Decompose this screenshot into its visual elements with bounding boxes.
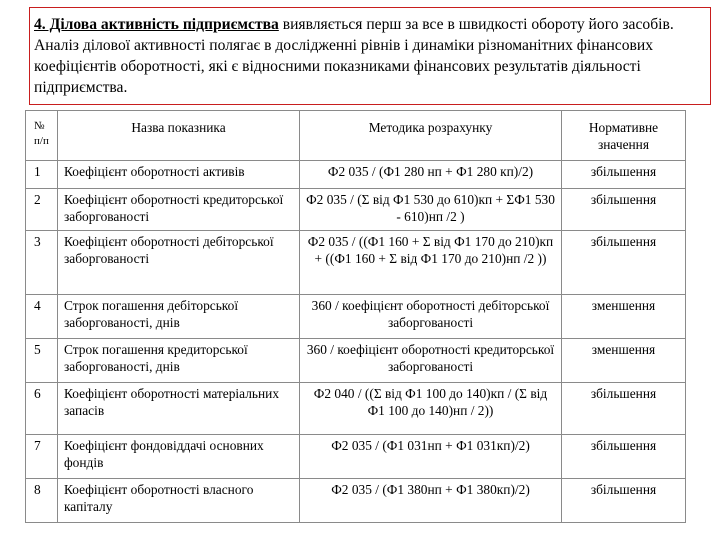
row-num: 7 <box>26 435 58 479</box>
intro-text: виявляється перш за все в швидкості обороту його засобів. Аналіз ділової активності полягає в дослідженні рівнів і динаміки різноманітних фінансових коефіцієнтів оборотності, які є відносними показниками фінансових результатів діяльності підприємства. <box>34 16 674 96</box>
row-norm: зменшення <box>562 339 686 383</box>
row-method: 360 / коефіцієнт оборотності дебіторської заборгованості <box>300 295 562 339</box>
row-method: Ф2 035 / (Ф1 380нп + Ф1 380кп)/2) <box>300 479 562 523</box>
header-num: № п/п <box>26 111 58 161</box>
row-name: Строк погашення дебіторської заборгованості, днів <box>58 295 300 339</box>
row-method: Ф2 035 / ((Ф1 160 + Σ від Ф1 170 до 210)кп + ((Ф1 160 + Σ від Ф1 170 до 210)нп /2 )) <box>300 231 562 295</box>
table-row <box>26 339 686 383</box>
row-norm: збільшення <box>562 383 686 435</box>
indicators-table <box>25 110 686 523</box>
table-header-row <box>26 111 686 161</box>
table-row <box>26 435 686 479</box>
row-num: 4 <box>26 295 58 339</box>
row-num: 5 <box>26 339 58 383</box>
row-norm: збільшення <box>562 231 686 295</box>
header-name: Назва показника <box>58 111 300 161</box>
row-method: Ф2 035 / (Ф1 280 нп + Ф1 280 кп)/2) <box>300 161 562 189</box>
header-method: Методика розрахунку <box>300 111 562 161</box>
intro-textbox <box>29 7 711 105</box>
table-row <box>26 161 686 189</box>
row-norm: зменшення <box>562 295 686 339</box>
row-norm: збільшення <box>562 435 686 479</box>
table-row <box>26 295 686 339</box>
row-name: Коефіцієнт оборотності дебіторської заборгованості <box>58 231 300 295</box>
row-method: 360 / коефіцієнт оборотності кредиторської заборгованості <box>300 339 562 383</box>
row-name: Коефіцієнт оборотності активів <box>58 161 300 189</box>
row-name: Коефіцієнт оборотності власного капіталу <box>58 479 300 523</box>
row-num: 2 <box>26 189 58 231</box>
row-method: Ф2 035 / (Σ від Ф1 530 до 610)кп + ΣФ1 530 - 610)нп /2 ) <box>300 189 562 231</box>
row-name: Коефіцієнт оборотності матеріальних запасів <box>58 383 300 435</box>
row-method: Ф2 040 / ((Σ від Ф1 100 до 140)кп / (Σ від Ф1 100 до 140)нп / 2)) <box>300 383 562 435</box>
header-norm: Нормативне значення <box>562 111 686 161</box>
row-norm: збільшення <box>562 161 686 189</box>
table-row <box>26 479 686 523</box>
row-method: Ф2 035 / (Ф1 031нп + Ф1 031кп)/2) <box>300 435 562 479</box>
intro-lead: 4. Ділова активність підприємства <box>34 16 279 33</box>
row-num: 1 <box>26 161 58 189</box>
table-row <box>26 231 686 295</box>
row-name: Коефіцієнт оборотності кредиторської заборгованості <box>58 189 300 231</box>
row-name: Коефіцієнт фондовіддачі основних фондів <box>58 435 300 479</box>
row-norm: збільшення <box>562 189 686 231</box>
row-num: 8 <box>26 479 58 523</box>
table-row <box>26 383 686 435</box>
row-num: 6 <box>26 383 58 435</box>
table-row <box>26 189 686 231</box>
row-norm: збільшення <box>562 479 686 523</box>
row-num: 3 <box>26 231 58 295</box>
row-name: Строк погашення кредиторської заборгованості, днів <box>58 339 300 383</box>
